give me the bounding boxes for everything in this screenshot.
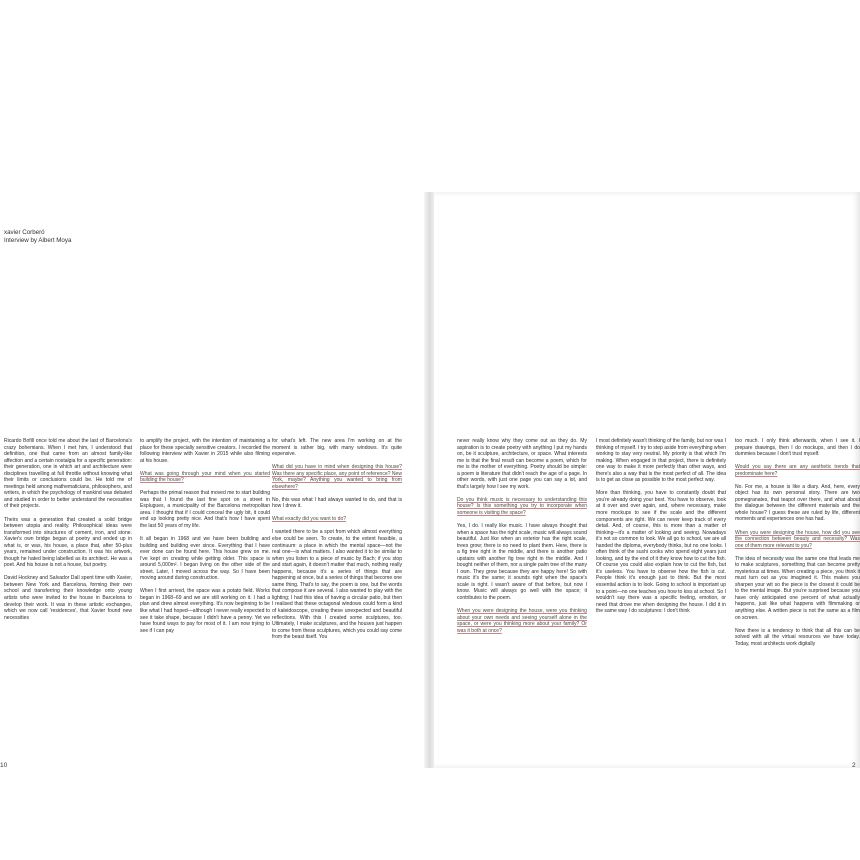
body-paragraph: Yes, I do. I really like music. I have always thought that when a space has the right scale, music will always sound beautiful. Just like when an exterior has the right scale, trees grow; there is no need to plant them. Here, there is a fig tree right in the middle, and there is another patio upstairs with another fig tree right in the middle. And I bought neither of them, nor a single palm tree of the many I own. They grow because they are happy here! So with music it's the same; it sounds right when the space's scale is right. I wasn't aware of that before, but now I know. Music will always go well with the space; it contributes to the poem. — [457, 523, 587, 602]
body-paragraph: to amplify the project, with the intention of maintaining a place for these specially sensitive creators. I recorded the following interview with Xavier in 2015 while also filming at his house. — [140, 438, 270, 464]
body-paragraph: The idea of necessity was the same one that leads me to make sculptures, something that can become pretty mysterious at times. When creating a piece, you think it must turn out as you imagined it. This makes you sharpen your wit so the piece is the closest it could be to the mental image. But you're surprised because you have only anticipated one percent of what actually happens, just like what happens with filmmaking or anything else. A written piece is not the same as a film on screen. — [735, 555, 860, 621]
body-paragraph: More than thinking, you have to constantly doubt that you're already doing your best. You have to observe, look at it over and over again, and, where necessary, make more mockups to see if the scale and the different components are right. We can never keep track of every detail. And, of course, this is more than a matter of thinking—it's a matter of looking and seeing. Nowadays it's not so common to look. We all go to school, we are all handed the diploma, everybody thinks, but no one looks. I often think of the sushi cooks who spend eight years just looking, and by the end of it they know how to cut the fish. Of course you could also explain how to cut the fish, but it's useless. You have to observe how the fish is cut. People think it's enough just to think. But the most essential action is to look. Going to school is important up to a point—no one teaches you how to kiss at school. So I wouldn't say there was a specific feeling, emotion, or need that drove me when designing the house. I did it in the same way I do sculptures: I don't think — [596, 490, 726, 615]
body-paragraph: too much. I only think afterwards, when I see it. I prepare drawings, then I do mockups, and then I do dummies because I don't trust myself. — [735, 438, 860, 458]
article-header — [4, 229, 71, 245]
interview-question: Do you think music is necessary to understanding this house? Is this something you try to incorporate when someone is visiting the space? — [457, 496, 587, 516]
interview-question: When you were designing the house, were you thinking about your own needs and seeing yourself alone in the space, or were you thinking more about your family? Or was it both at once? — [457, 608, 587, 634]
interview-question: Would you say there are any aesthetic trends that predominate here? — [735, 464, 860, 477]
body-paragraph: Ricardo Bofill once told me about the last of Barcelona's crazy bohemians. When I met him, I understood that definition, one that came from an almost family-like affection and a certain nostalgia for a specific generation: their generation, one in which art and architecture were disciplines travelling at full throttle without knowing what their limits or conclusions could be. He told me of meetings held among mathematicians, philosophers, and writers, in which the psychology of mankind was debated and studied in order to better understand the necessities of their projects. — [4, 438, 132, 510]
text-column-4 — [457, 438, 587, 754]
interview-question: When you were designing the house, how did you see the connection between beauty and necessity? Was one of them more relevant to you? — [735, 529, 860, 549]
body-paragraph: I most definitely wasn't thinking of the family, but nor was I thinking of myself. I try to step aside from everything when working to stay very neutral. My priority is that which I'm making. When engaged in that project, there is definitely one way to make it more perfectly than other ways, and there's also a way that is the most perfect of all. The idea is to get as close as possible to the most perfect way. — [596, 438, 726, 484]
body-paragraph: never really know why they come out as they do. My aspiration is to create poetry with anything I put my hands on, be it sculpture, architecture, or space. What interests me is that the final result can become a poem, which for me is the mother of everything. Poetry should be simple: a poem is literature that didn't reach the age of a page. In other words, with just one page you can say a lot, and that's largely how I see my work. — [457, 438, 587, 490]
text-column-3 — [272, 438, 402, 754]
body-paragraph: Perhaps the primal reason that moved me to start building was that I found the last fine spot on a street in Esplugues, a municipality of the Barcelona metropolitan area. I thought that if I could conceal the ugly bit, it could end up looking pretty nice. And that's how I have spent the last 50 years of my life. — [140, 490, 270, 530]
page-number-left: 10 — [0, 762, 8, 769]
body-paragraph: I wanted there to be a spot from which almost everything else could be seen. To create, to the extent feasible, a continuum: a place in which the mental space—not the real one—is what matters. I also wanted it to be similar to when you listen to a piece of music by Bach; if you stop and start again, it doesn't matter that much, nothing really happens, because it's a series of things that are happening at once, but a series of things that become one same thing. That's to say, the poem is one, but the words that compose it are several. I also wanted to play with the lighting; I had this idea of having a circular patio, but then I realised that these octagonal windows could form a kind of kaleidoscope, creating these unexpected and beautiful reflections. With this I created some sculptures, too. Ultimately, I make sculptures, and the houses just happen to come from these sculptures, which you could say come from the beast itself. You — [272, 529, 402, 641]
body-paragraph: No. For me, a house is like a diary. And, here, every object has its own personal story. There are two pomegranates, that teapot over there, and what about the dialogue between the different materials and the whole house? I guess these are ruled by life, different moments and experiences one has had. — [735, 483, 860, 523]
body-paragraph: No, this was what I had always wanted to do, and that is how I drew it. — [272, 496, 402, 510]
text-column-1 — [4, 438, 132, 754]
body-paragraph: Theirs was a generation that created a solid bridge between utopia and reality. Philosophical ideas were transformed into structures of cement, iron, and stone. Xavier's own bridge began at poetry and ended up in what is, or was, his house, a place that, after 50-plus years, remained under construction. It was his artwork, though he hated being labelled as its architect. He was a poet. And his house is not a house, but poetry. — [4, 516, 132, 569]
interview-question: What was going through your mind when you started building the house? — [140, 470, 270, 484]
interview-byline: Interview by Albert Moya — [4, 237, 72, 244]
body-paragraph: for what's left. The new area I'm working on at the moment is rather big, with many windows. It's quite expensive. — [272, 438, 402, 458]
body-paragraph: Now there is a tendency to think that all this can be solved with all the virtual resources we have today. Today, most architects work digitally — [735, 627, 860, 647]
text-column-5 — [596, 438, 726, 754]
text-column-2 — [140, 438, 270, 754]
body-paragraph: David Hockney and Salvador Dalí spent time with Xavier, between New York and Barcelona, forming their own school and transferring their knowledge onto young artists who were invited to the house in Barcelona to develop their work. It was in these artistic exchanges, which we now call 'residences', that Xavier found new necessities — [4, 575, 132, 621]
body-paragraph: It all began in 1968 and we have been building and building and building ever since. Everything that I have ever done can be found here. This house grew on me. I've kept on creating while getting older. This space is around 5,000m². I began living on the other side of the street. Later, I moved across the way. So I have been moving around during construction. — [140, 536, 270, 582]
body-paragraph: When I first arrived, the space was a potato field. Works began in 1968–69 and we are still working on it. I had a plan and drew almost everything. It's now beginning to be like what I had hoped—although I never really expected to see it take shape, because I didn't have a penny. Yet we have found ways to pay for most of it. I am now trying to see if I can pay — [140, 588, 270, 634]
text-column-6 — [735, 438, 860, 754]
page-number-right: 2 — [852, 762, 856, 769]
page-gutter — [424, 192, 434, 768]
interview-question: What exactly did you want to do? — [272, 516, 347, 523]
interview-question: What did you have in mind when designing this house? Was there any specific place, any point of reference? New York, maybe? Anything you wanted to bring from elsewhere? — [272, 464, 402, 490]
interviewee-name: xavier Corberó — [4, 229, 45, 236]
